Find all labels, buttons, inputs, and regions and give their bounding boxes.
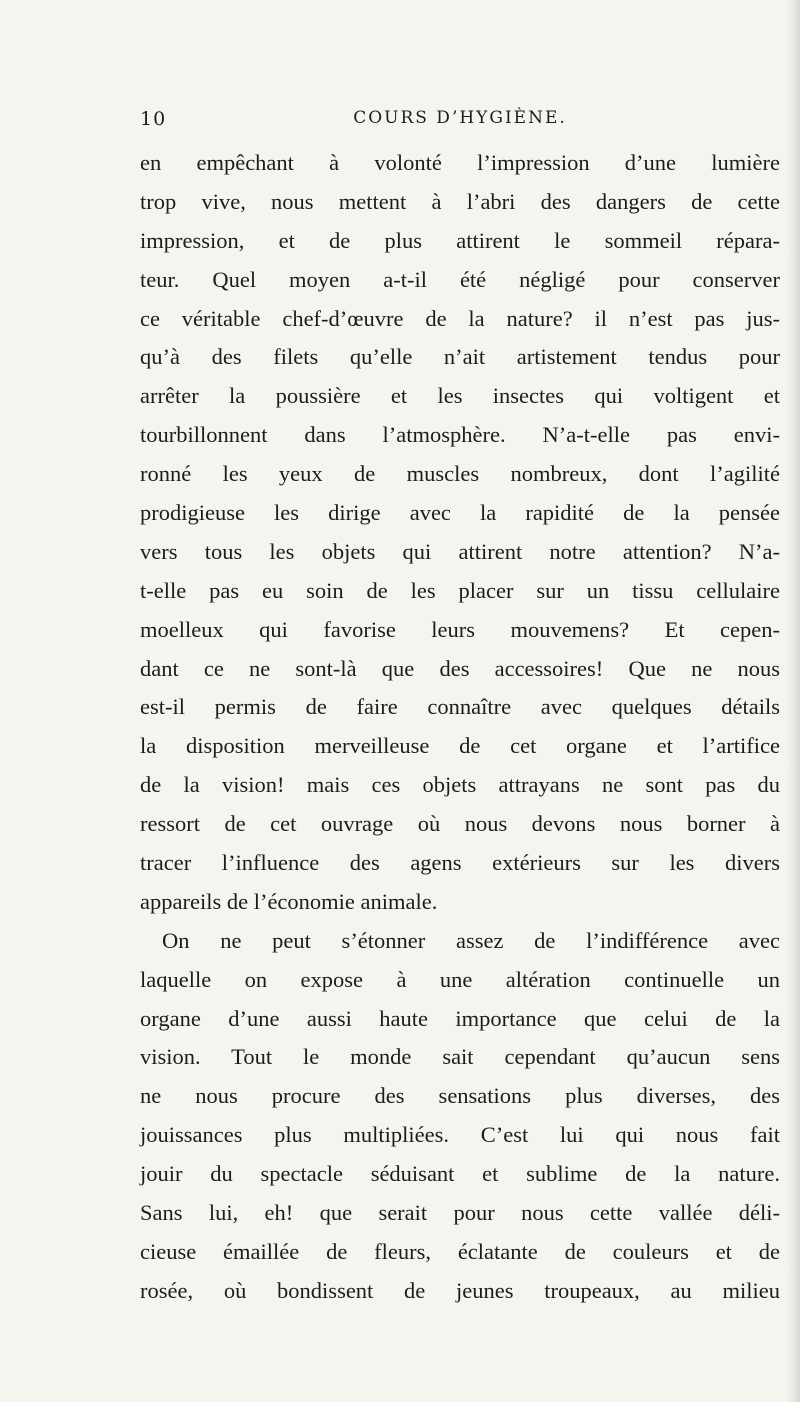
text-line: la disposition merveilleuse de cet organe et l’artifice	[140, 733, 780, 759]
text-line: On ne peut s’étonner assez de l’indifférence avec	[162, 927, 780, 953]
text-line: ne nous procure des sensations plus diverses, des	[140, 1083, 780, 1109]
text-line: vers tous les objets qui attirent notre attention? N’a-	[140, 538, 780, 564]
running-title: COURS D’HYGIÈNE.	[353, 108, 567, 128]
text-line: moelleux qui favorise leurs mouvemens? Et cepen-	[140, 616, 780, 642]
text-line: cieuse émaillée de fleurs, éclatante de couleurs et de	[140, 1238, 780, 1264]
text-line: impression, et de plus attirent le sommeil répara-	[140, 227, 780, 253]
text-line: jouissances plus multipliées. C’est lui qui nous fait	[140, 1122, 780, 1148]
text-line: de la vision! mais ces objets attrayans ne sont pas du	[140, 772, 780, 798]
page-header	[140, 108, 780, 138]
text-line: Sans lui, eh! que serait pour nous cette vallée déli-	[140, 1200, 780, 1226]
text-line: tracer l’influence des agens extérieurs sur les divers	[140, 850, 780, 876]
text-line: vision. Tout le monde sait cependant qu’aucun sens	[140, 1044, 780, 1070]
text-line: appareils de l’économie animale.	[140, 888, 438, 914]
text-line: en empêchant à volonté l’impression d’une lumière	[140, 150, 780, 175]
text-line: tourbillonnent dans l’atmosphère. N’a-t-elle pas envi-	[140, 422, 780, 448]
text-line: qu’à des filets qu’elle n’ait artistement tendus pour	[140, 344, 780, 370]
text-line: prodigieuse les dirige avec la rapidité de la pensée	[140, 500, 780, 526]
text-line: ce véritable chef-d’œuvre de la nature? il n’est pas jus-	[140, 305, 780, 331]
text-line: ressort de cet ouvrage où nous devons nous borner à	[140, 811, 780, 837]
text-line: laquelle on expose à une altération continuelle un	[140, 966, 780, 992]
page-edge-shadow	[786, 0, 800, 1402]
text-line: t-elle pas eu soin de les placer sur un tissu cellulaire	[140, 577, 780, 603]
text-line: jouir du spectacle séduisant et sublime de la nature.	[140, 1161, 780, 1187]
text-line: rosée, où bondissent de jeunes troupeaux, au milieu	[140, 1277, 780, 1303]
text-line: dant ce ne sont-là que des accessoires! Que ne nous	[140, 655, 780, 681]
text-line: ronné les yeux de muscles nombreux, dont l’agilité	[140, 461, 780, 487]
text-line: est-il permis de faire connaître avec quelques détails	[140, 694, 780, 720]
text-line: teur. Quel moyen a-t-il été négligé pour conserver	[140, 266, 780, 292]
text-line: organe d’une aussi haute importance que celui de la	[140, 1005, 780, 1031]
text-line: trop vive, nous mettent à l’abri des dangers de cette	[140, 188, 780, 214]
page-number: 10	[140, 108, 167, 130]
text-line: arrêter la poussière et les insectes qui voltigent et	[140, 383, 780, 409]
body-text	[140, 144, 780, 1311]
